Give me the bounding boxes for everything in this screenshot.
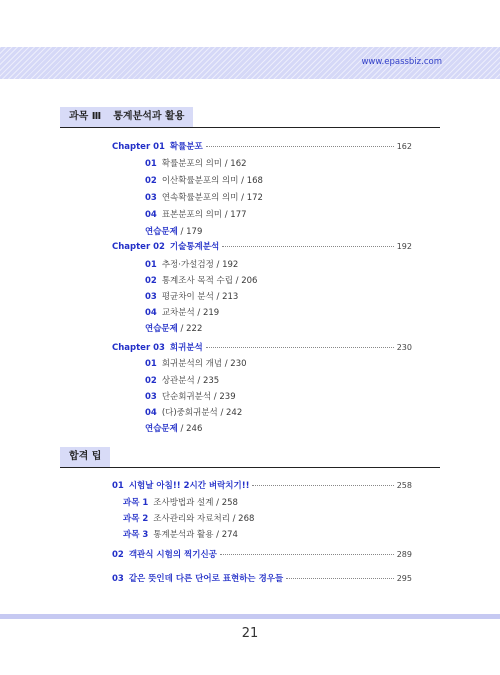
tip-entry-02[interactable]: [112, 548, 412, 560]
leader-dots: [220, 554, 394, 555]
toc-chapter-03[interactable]: [112, 341, 412, 353]
page-number: 21: [241, 626, 259, 641]
tip-label: 03 같은 뜻인데 다른 단어로 표현하는 경우들: [112, 574, 284, 584]
subject-title: 통계분석과 활용: [113, 111, 185, 122]
toc-item[interactable]: 02 상관분석 / 235: [145, 376, 220, 386]
subject-header: [60, 107, 440, 128]
subject-header-label: [60, 107, 193, 127]
leader-dots: [222, 246, 394, 247]
toc-item[interactable]: 02 이산확률분포의 의미 / 168: [145, 176, 263, 186]
toc-item[interactable]: 01 회귀분석의 개념 / 230: [145, 359, 247, 369]
toc-exercise[interactable]: 연습문제 / 222: [145, 324, 203, 334]
leader-dots: [206, 347, 394, 348]
footer-band: [0, 614, 500, 619]
page-ref: 192: [396, 242, 412, 251]
subject-code: 과목 Ⅲ: [69, 111, 102, 122]
page-ref: 295: [396, 574, 412, 583]
toc-exercise[interactable]: 연습문제 / 246: [145, 424, 203, 434]
toc-item[interactable]: 03 연속확률분포의 의미 / 172: [145, 193, 263, 203]
tip-subitem[interactable]: 과목 2 조사관리와 자료처리 / 268: [123, 514, 255, 524]
tip-subitem[interactable]: 과목 3 통계분석과 활용 / 274: [123, 530, 238, 540]
page-ref: 230: [396, 343, 412, 352]
chapter-label: Chapter 03 회귀분석: [112, 343, 203, 353]
toc-chapter-02[interactable]: [112, 240, 412, 252]
leader-dots: [286, 578, 393, 579]
tips-header-label: 합격 팁: [60, 447, 110, 467]
toc-item[interactable]: 04 (다)중회귀분석 / 242: [145, 408, 243, 418]
toc-item[interactable]: 03 단순회귀분석 / 239: [145, 392, 236, 402]
toc-item[interactable]: 04 교차분석 / 219: [145, 308, 220, 318]
toc-item[interactable]: 02 통계조사 목적 수립 / 206: [145, 276, 258, 286]
page-ref: 162: [396, 142, 412, 151]
tip-label: 01 시험날 아침!! 2시간 벼락치기!!: [112, 481, 250, 491]
tip-entry-03[interactable]: [112, 572, 412, 584]
tips-header: [60, 447, 440, 468]
toc-item[interactable]: 04 표본분포의 의미 / 177: [145, 210, 247, 220]
leader-dots: [206, 146, 394, 147]
tip-entry-01[interactable]: [112, 479, 412, 491]
page-ref: 289: [396, 550, 412, 559]
toc-item[interactable]: 01 추정·가설검정 / 192: [145, 260, 239, 270]
site-url[interactable]: www.epassbiz.com: [361, 57, 442, 67]
toc-exercise[interactable]: 연습문제 / 179: [145, 227, 203, 237]
tip-label: 02 객관식 시험의 찍기신공: [112, 550, 217, 560]
toc-item[interactable]: 03 평균차이 분석 / 213: [145, 292, 239, 302]
page-ref: 258: [396, 481, 412, 490]
chapter-label: Chapter 02 기술통계분석: [112, 242, 220, 252]
toc-item[interactable]: 01 확률분포의 의미 / 162: [145, 159, 247, 169]
leader-dots: [252, 485, 393, 486]
chapter-label: Chapter 01 확률분포: [112, 142, 203, 152]
toc-chapter-01[interactable]: [112, 140, 412, 152]
tip-subitem[interactable]: 과목 1 조사방법과 설계 / 258: [123, 498, 238, 508]
